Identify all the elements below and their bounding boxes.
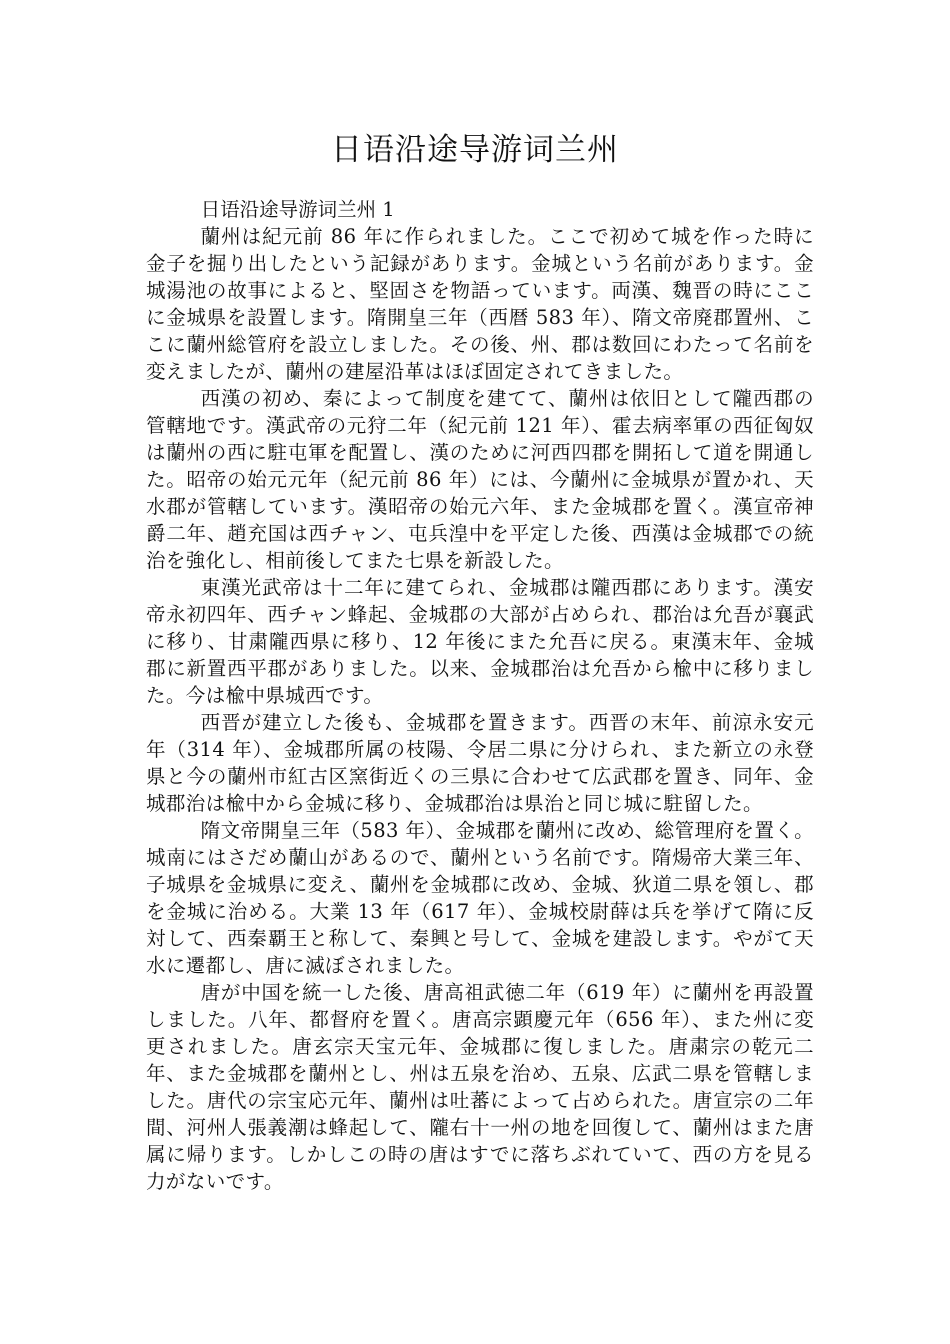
document-body bbox=[146, 196, 814, 1195]
paragraph-6: 唐が中国を統一した後、唐高祖武徳二年（619 年）に蘭州を再設置しました。八年、都督府を置く。唐高宗顕慶元年（656 年）、また州に変更されました。唐玄宗天宝元年、金城郡に復しました。唐粛宗の乾元二年、また金城郡を蘭州とし、州は五泉を治め、五泉、広武二県を管轄しました。唐代の宗宝応元年、蘭州は吐蕃によって占められた。唐宣宗の二年間、河州人張義潮は蜂起して、隴右十一州の地を回復して、蘭州はまた唐属に帰ります。しかしこの時の唐はすでに落ちぶれていて、西の方を見る力がないです。 bbox=[146, 981, 814, 1193]
paragraph-3: 東漢光武帝は十二年に建てられ、金城郡は隴西郡にあります。漢安帝永初四年、西チャン蜂起、金城郡の大部が占められ、郡治は允吾が襄武に移り、甘粛隴西県に移り、12 年後にまた允吾に戻る。東漢末年、金城郡に新置西平郡がありました。以来、金城郡治は允吾から楡中に移りました。今は楡中県城西です。 bbox=[146, 576, 814, 707]
paragraph-2: 西漢の初め、秦によって制度を建てて、蘭州は依旧として隴西郡の管轄地です。漢武帝の元狩二年（紀元前 121 年）、霍去病率軍の西征匈奴は蘭州の西に駐屯軍を配置し、漢のために河西四郡を開拓して道を開通した。昭帝の始元元年（紀元前 86 年）には、今蘭州に金城県が置かれ、天水郡が管轄しています。漢昭帝の始元六年、また金城郡を置く。漢宣帝神爵二年、趙充国は西チャン、屯兵湟中を平定した後、西漢は金城郡での統治を強化し、相前後してまた七県を新設した。 bbox=[146, 387, 814, 572]
page-title: 日语沿途导游词兰州 bbox=[331, 132, 619, 168]
paragraph-5: 隋文帝開皇三年（583 年）、金城郡を蘭州に改め、総管理府を置く。城南にはさだめ蘭山があるので、蘭州という名前です。隋煬帝大業三年、子城県を金城県に変え、蘭州を金城郡に改め、金城、狄道二県を領し、郡を金城に治める。大業 13 年（617 年）、金城校尉薛は兵を挙げて隋に反対して、西秦覇王と称して、秦興と号して、金城を建設します。やがて天水に遷都し、唐に滅ぼされました。 bbox=[146, 819, 814, 977]
paragraph-1: 蘭州は紀元前 86 年に作られました。ここで初めて城を作った時に金子を掘り出したという記録があります。金城という名前があります。金城湯池の故事によると、堅固さを物語っています。両漢、魏晋の時にここに金城県を設置します。隋開皇三年（西暦 583 年）、隋文帝廃郡置州、ここに蘭州総管府を設立しました。その後、州、郡は数回にわたって名前を変えましたが、蘭州の建屋沿革はほぼ固定されてきました。 bbox=[146, 225, 814, 383]
paragraph-4: 西晋が建立した後も、金城郡を置きます。西晋の末年、前涼永安元年（314 年）、金城郡所属の枝陽、令居二県に分けられ、また新立の永登県と今の蘭州市紅古区窯街近くの三県に合わせて広武郡を置き、同年、金城郡治は楡中から金城に移り、金城郡治は県治と同じ城に駐留した。 bbox=[146, 711, 814, 815]
document-subtitle: 日语沿途导游词兰州 1 bbox=[200, 198, 395, 221]
